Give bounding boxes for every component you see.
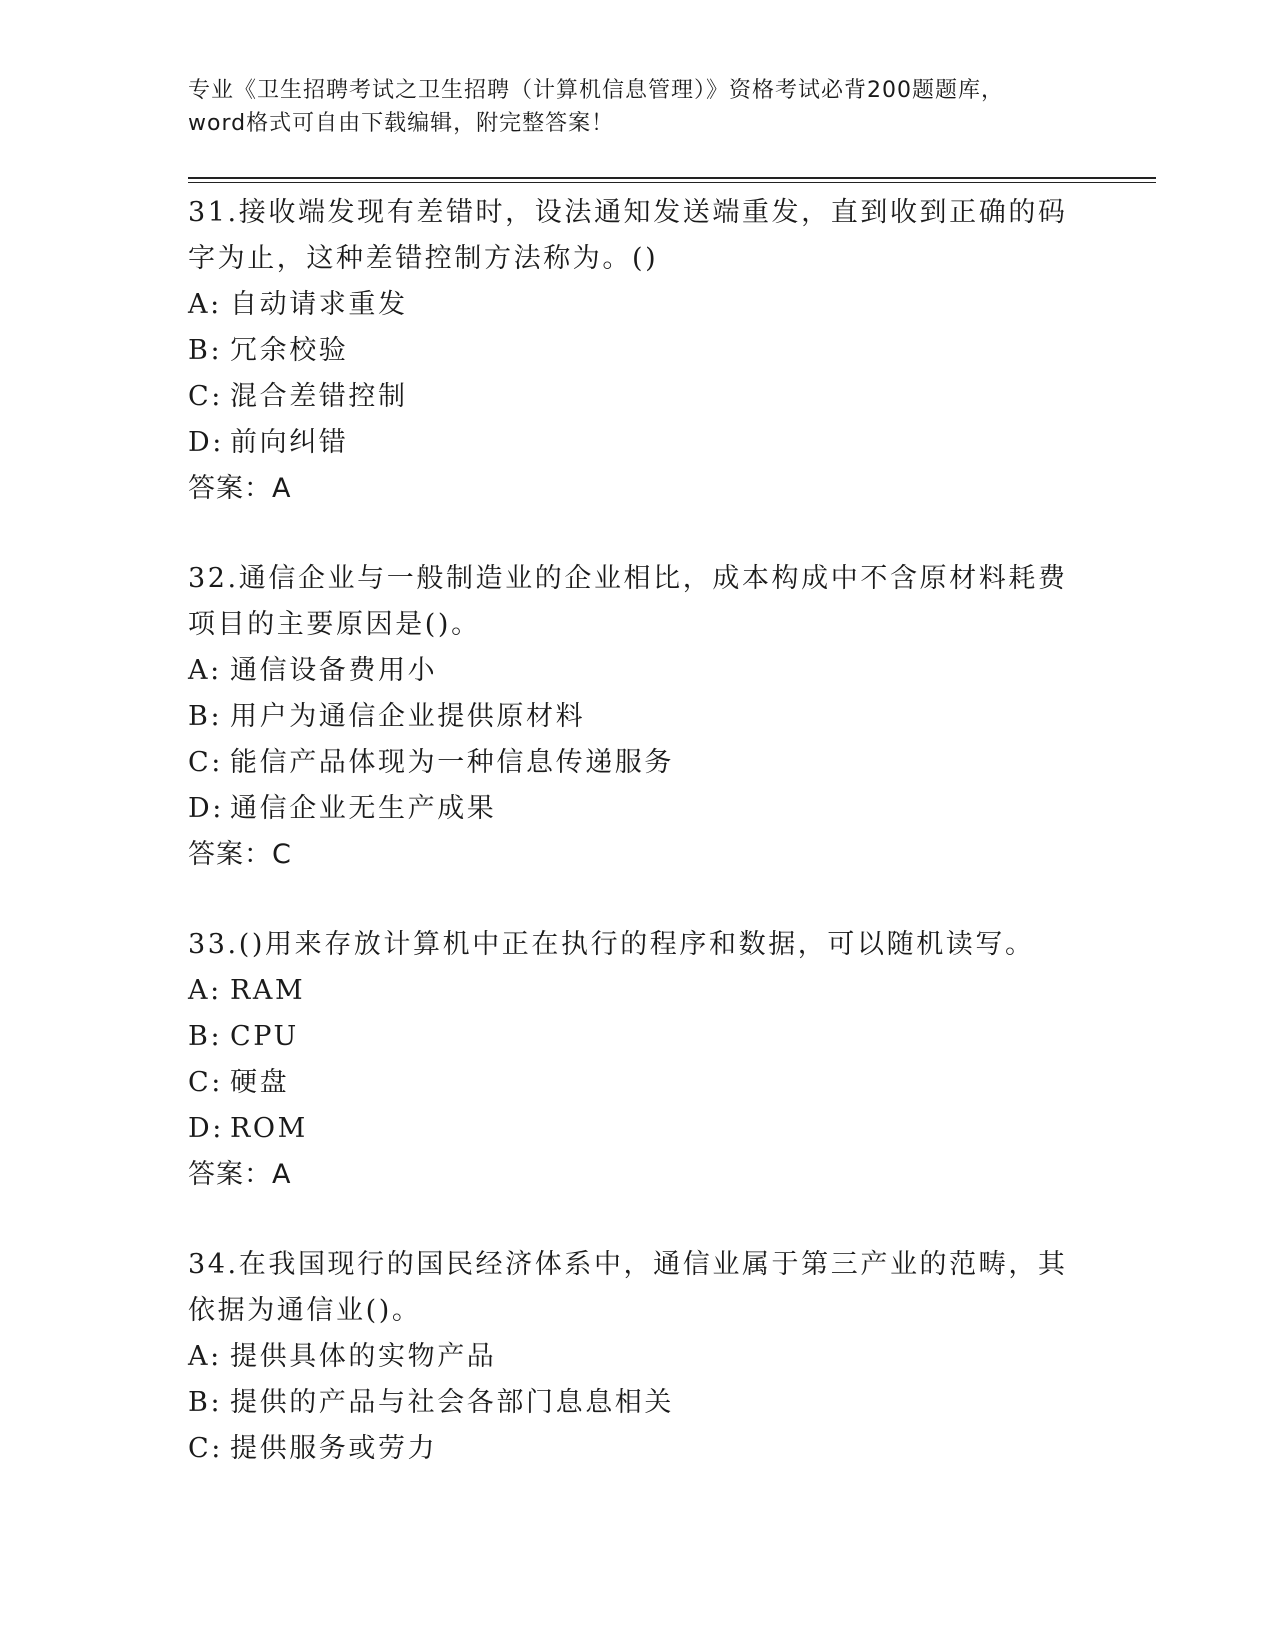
question-stem: 34.在我国现行的国民经济体系中，通信业属于第三产业的范畴，其依据为通信业()。 [188, 1249, 1068, 1326]
option-text: 提供服务或劳力 [230, 1433, 438, 1464]
option-b [188, 1014, 1088, 1060]
option-letter: A: [188, 655, 222, 686]
option-c [188, 1060, 1088, 1106]
option-text: 通信企业无生产成果 [230, 793, 497, 824]
question-stem: 32.通信企业与一般制造业的企业相比，成本构成中不含原材料耗费项目的主要原因是()。 [188, 563, 1068, 640]
option-text: 提供具体的实物产品 [230, 1341, 497, 1372]
question-34 [188, 1242, 1088, 1472]
option-text: 混合差错控制 [230, 381, 408, 412]
answer-key: 答案：A [188, 473, 292, 504]
document-header [188, 74, 1088, 140]
question-list [188, 190, 1088, 1516]
option-a [188, 968, 1088, 1014]
option-text: 提供的产品与社会各部门息息相关 [230, 1387, 674, 1418]
option-d [188, 1106, 1088, 1152]
header-line-1: 专业《卫生招聘考试之卫生招聘（计算机信息管理）》资格考试必背200题题库， [188, 78, 1004, 103]
option-letter: B: [188, 335, 223, 366]
header-divider-thick [188, 177, 1156, 179]
option-a [188, 648, 1088, 694]
option-text: 能信产品体现为一种信息传递服务 [230, 747, 674, 778]
answer-key: 答案：C [188, 839, 292, 870]
option-letter: D: [188, 793, 224, 824]
option-text: 通信设备费用小 [230, 655, 438, 686]
option-text: 硬盘 [230, 1067, 290, 1098]
option-a [188, 1334, 1088, 1380]
option-letter: C: [188, 1067, 223, 1098]
option-letter: B: [188, 1021, 223, 1052]
option-text: CPU [230, 1021, 299, 1052]
option-letter: A: [188, 975, 222, 1006]
option-d [188, 786, 1088, 832]
header-divider-thin [188, 182, 1156, 183]
option-c [188, 740, 1088, 786]
option-letter: D: [188, 1113, 224, 1144]
option-letter: D: [188, 427, 224, 458]
option-d [188, 420, 1088, 466]
option-letter: B: [188, 701, 223, 732]
question-stem: 33.()用来存放计算机中正在执行的程序和数据，可以随机读写。 [188, 929, 1035, 960]
option-text: ROM [230, 1113, 308, 1144]
option-letter: A: [188, 1341, 222, 1372]
option-text: 冗余校验 [230, 335, 349, 366]
option-c [188, 374, 1088, 420]
option-c [188, 1426, 1088, 1472]
answer-key: 答案：A [188, 1159, 292, 1190]
question-31 [188, 190, 1088, 512]
option-b [188, 328, 1088, 374]
option-text: RAM [230, 975, 306, 1006]
option-letter: B: [188, 1387, 223, 1418]
option-letter: C: [188, 381, 223, 412]
option-text: 自动请求重发 [230, 289, 408, 320]
option-text: 用户为通信企业提供原材料 [230, 701, 586, 732]
question-32 [188, 556, 1088, 878]
option-b [188, 694, 1088, 740]
option-b [188, 1380, 1088, 1426]
option-a [188, 282, 1088, 328]
option-letter: C: [188, 1433, 223, 1464]
option-text: 前向纠错 [230, 427, 349, 458]
option-letter: A: [188, 289, 222, 320]
question-stem: 31.接收端发现有差错时，设法通知发送端重发，直到收到正确的码字为止，这种差错控制方法称为。() [188, 197, 1068, 274]
question-33 [188, 922, 1088, 1198]
header-line-2: word格式可自由下载编辑，附完整答案！ [188, 111, 615, 136]
option-letter: C: [188, 747, 223, 778]
